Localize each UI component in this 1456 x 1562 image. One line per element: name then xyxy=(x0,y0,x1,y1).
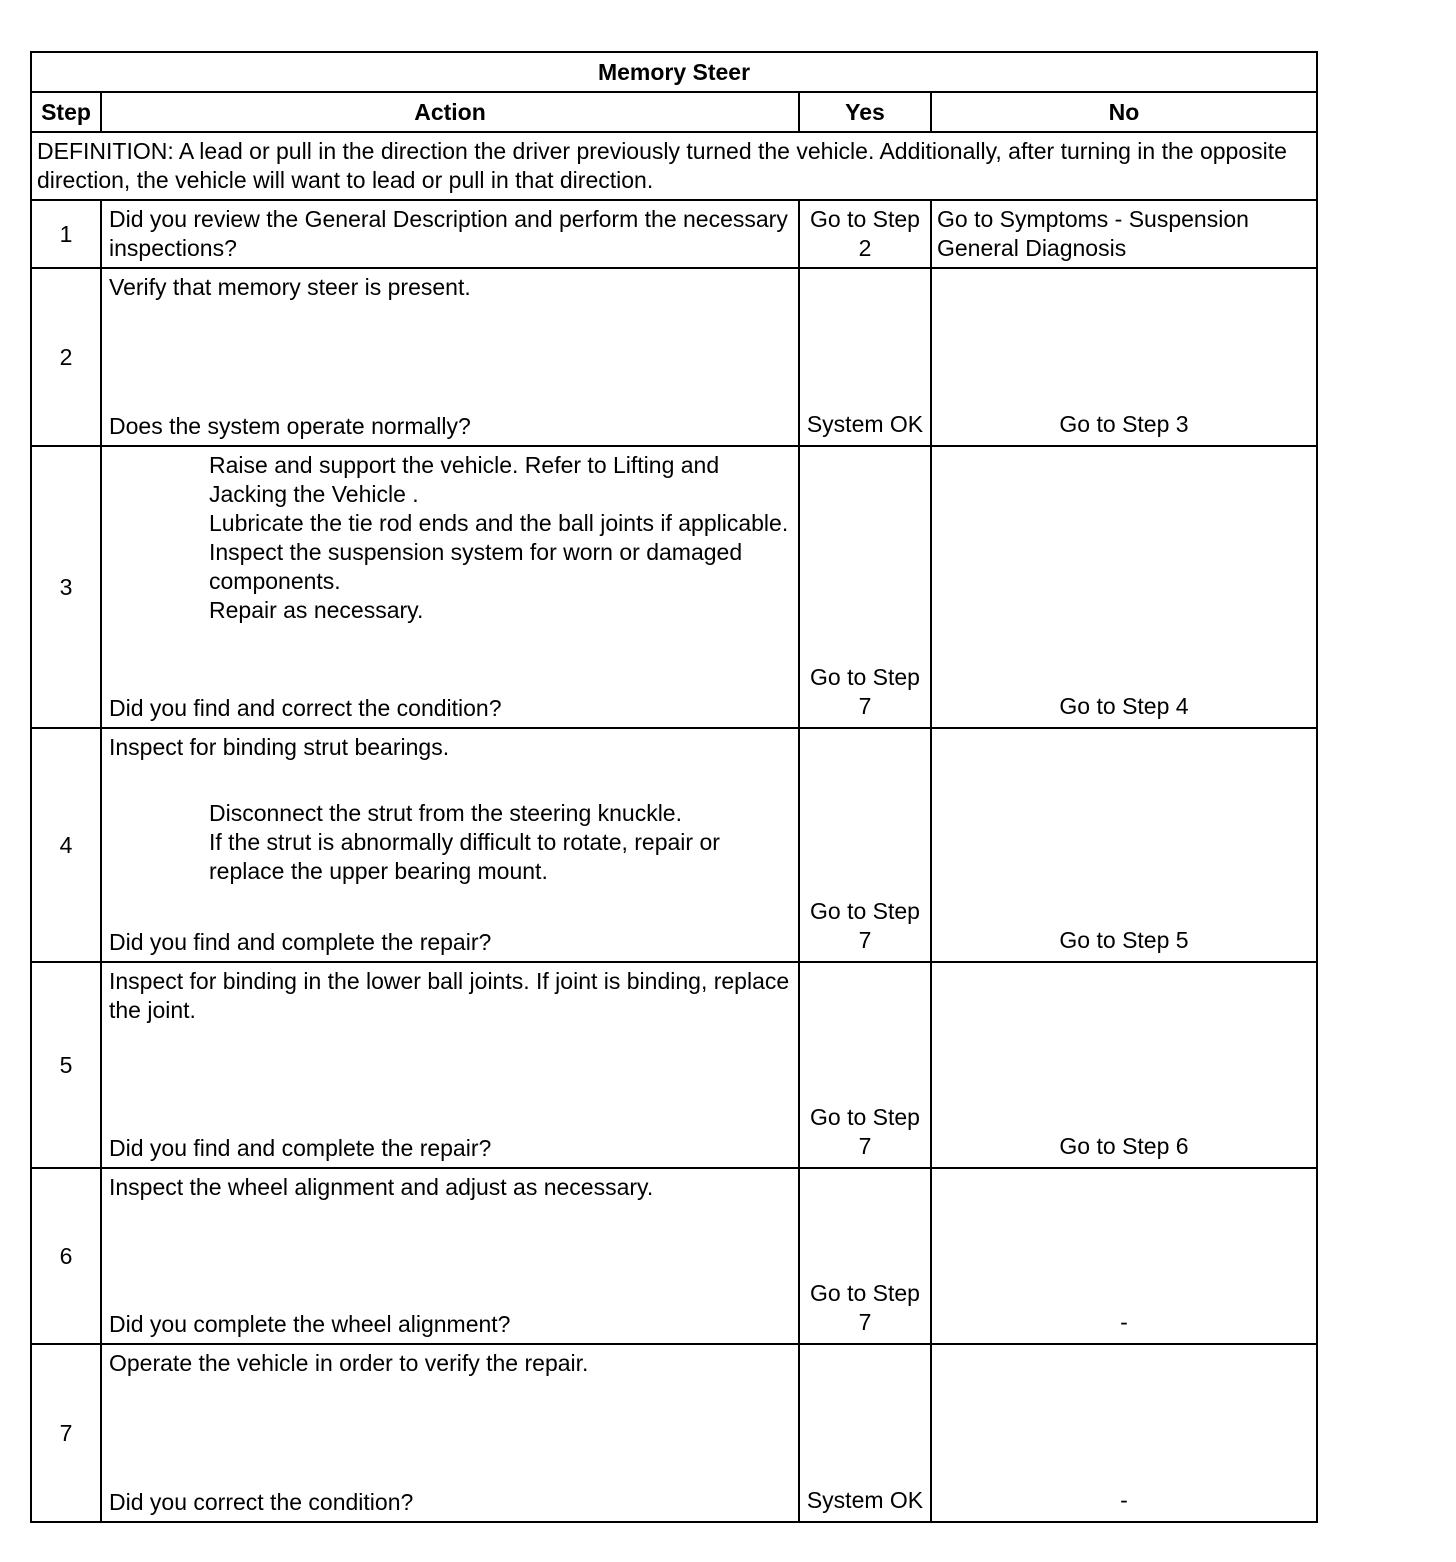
action-question: Did you find and complete the repair? xyxy=(109,1135,492,1161)
header-no: No xyxy=(931,92,1317,132)
action-text: Did you review the General Description and perform the necessary inspections? xyxy=(101,200,799,268)
diagnostic-table-document xyxy=(30,51,1316,1523)
action-step: Raise and support the vehicle. Refer to Lifting and Jacking the Vehicle . xyxy=(209,452,720,507)
step-number: 7 xyxy=(31,1344,101,1522)
yes-result: System OK xyxy=(799,1344,931,1522)
step-number: 1 xyxy=(31,200,101,268)
no-result: Go to Step 4 xyxy=(931,446,1317,728)
action-cell xyxy=(101,1168,799,1344)
action-step: If the strut is abnormally difficult to rotate, repair or replace the upper bearing mount. xyxy=(209,829,720,884)
step-number: 3 xyxy=(31,446,101,728)
action-lead: Operate the vehicle in order to verify the repair. xyxy=(109,1350,589,1376)
no-result: Go to Step 3 xyxy=(931,268,1317,446)
action-cell xyxy=(101,962,799,1168)
table-row xyxy=(31,200,1317,268)
no-result: Go to Step 6 xyxy=(931,962,1317,1168)
action-cell xyxy=(101,1344,799,1522)
step-number: 2 xyxy=(31,268,101,446)
yes-result: System OK xyxy=(799,268,931,446)
yes-result: Go to Step 7 xyxy=(799,728,931,962)
memory-steer-table xyxy=(30,51,1318,1523)
action-step: Repair as necessary. xyxy=(209,597,424,623)
table-row xyxy=(31,446,1317,728)
action-question: Did you find and complete the repair? xyxy=(109,929,492,955)
definition-text: DEFINITION: A lead or pull in the direction the driver previously turned the vehicle. Additionally, after turning in the opposite direction, the vehicle will want to lead or pull in that direction. xyxy=(31,132,1317,200)
action-cell xyxy=(101,446,799,728)
action-question: Did you find and correct the condition? xyxy=(109,695,502,721)
action-cell xyxy=(101,728,799,962)
no-result: - xyxy=(931,1344,1317,1522)
yes-result: Go to Step 7 xyxy=(799,1168,931,1344)
action-steps-list xyxy=(109,799,792,886)
yes-result: Go to Step 7 xyxy=(799,446,931,728)
no-result: - xyxy=(931,1168,1317,1344)
action-lead: Verify that memory steer is present. xyxy=(109,274,471,300)
table-row xyxy=(31,962,1317,1168)
step-number: 4 xyxy=(31,728,101,962)
yes-result: Go to Step 2 xyxy=(799,200,931,268)
action-step: Inspect the suspension system for worn or damaged components. xyxy=(209,539,743,594)
action-step: Disconnect the strut from the steering knuckle. xyxy=(209,800,682,826)
action-step: Lubricate the tie rod ends and the ball joints if applicable. xyxy=(209,510,789,536)
header-action: Action xyxy=(101,92,799,132)
action-steps-list xyxy=(109,451,792,625)
yes-result: Go to Step 7 xyxy=(799,962,931,1168)
action-lead: Inspect for binding in the lower ball joints. If joint is binding, replace the joint. xyxy=(109,968,790,1023)
step-number: 6 xyxy=(31,1168,101,1344)
table-row xyxy=(31,1168,1317,1344)
table-row xyxy=(31,1344,1317,1522)
action-lead: Inspect the wheel alignment and adjust as necessary. xyxy=(109,1174,654,1200)
table-title: Memory Steer xyxy=(31,52,1317,92)
header-yes: Yes xyxy=(799,92,931,132)
action-lead: Inspect for binding strut bearings. xyxy=(109,734,450,760)
action-question: Did you correct the condition? xyxy=(109,1489,414,1515)
no-result: Go to Symptoms - Suspension General Diagnosis xyxy=(931,200,1317,268)
table-row xyxy=(31,728,1317,962)
action-cell xyxy=(101,268,799,446)
no-result: Go to Step 5 xyxy=(931,728,1317,962)
header-step: Step xyxy=(31,92,101,132)
step-number: 5 xyxy=(31,962,101,1168)
action-question: Does the system operate normally? xyxy=(109,413,471,439)
table-row xyxy=(31,268,1317,446)
action-question: Did you complete the wheel alignment? xyxy=(109,1311,511,1337)
